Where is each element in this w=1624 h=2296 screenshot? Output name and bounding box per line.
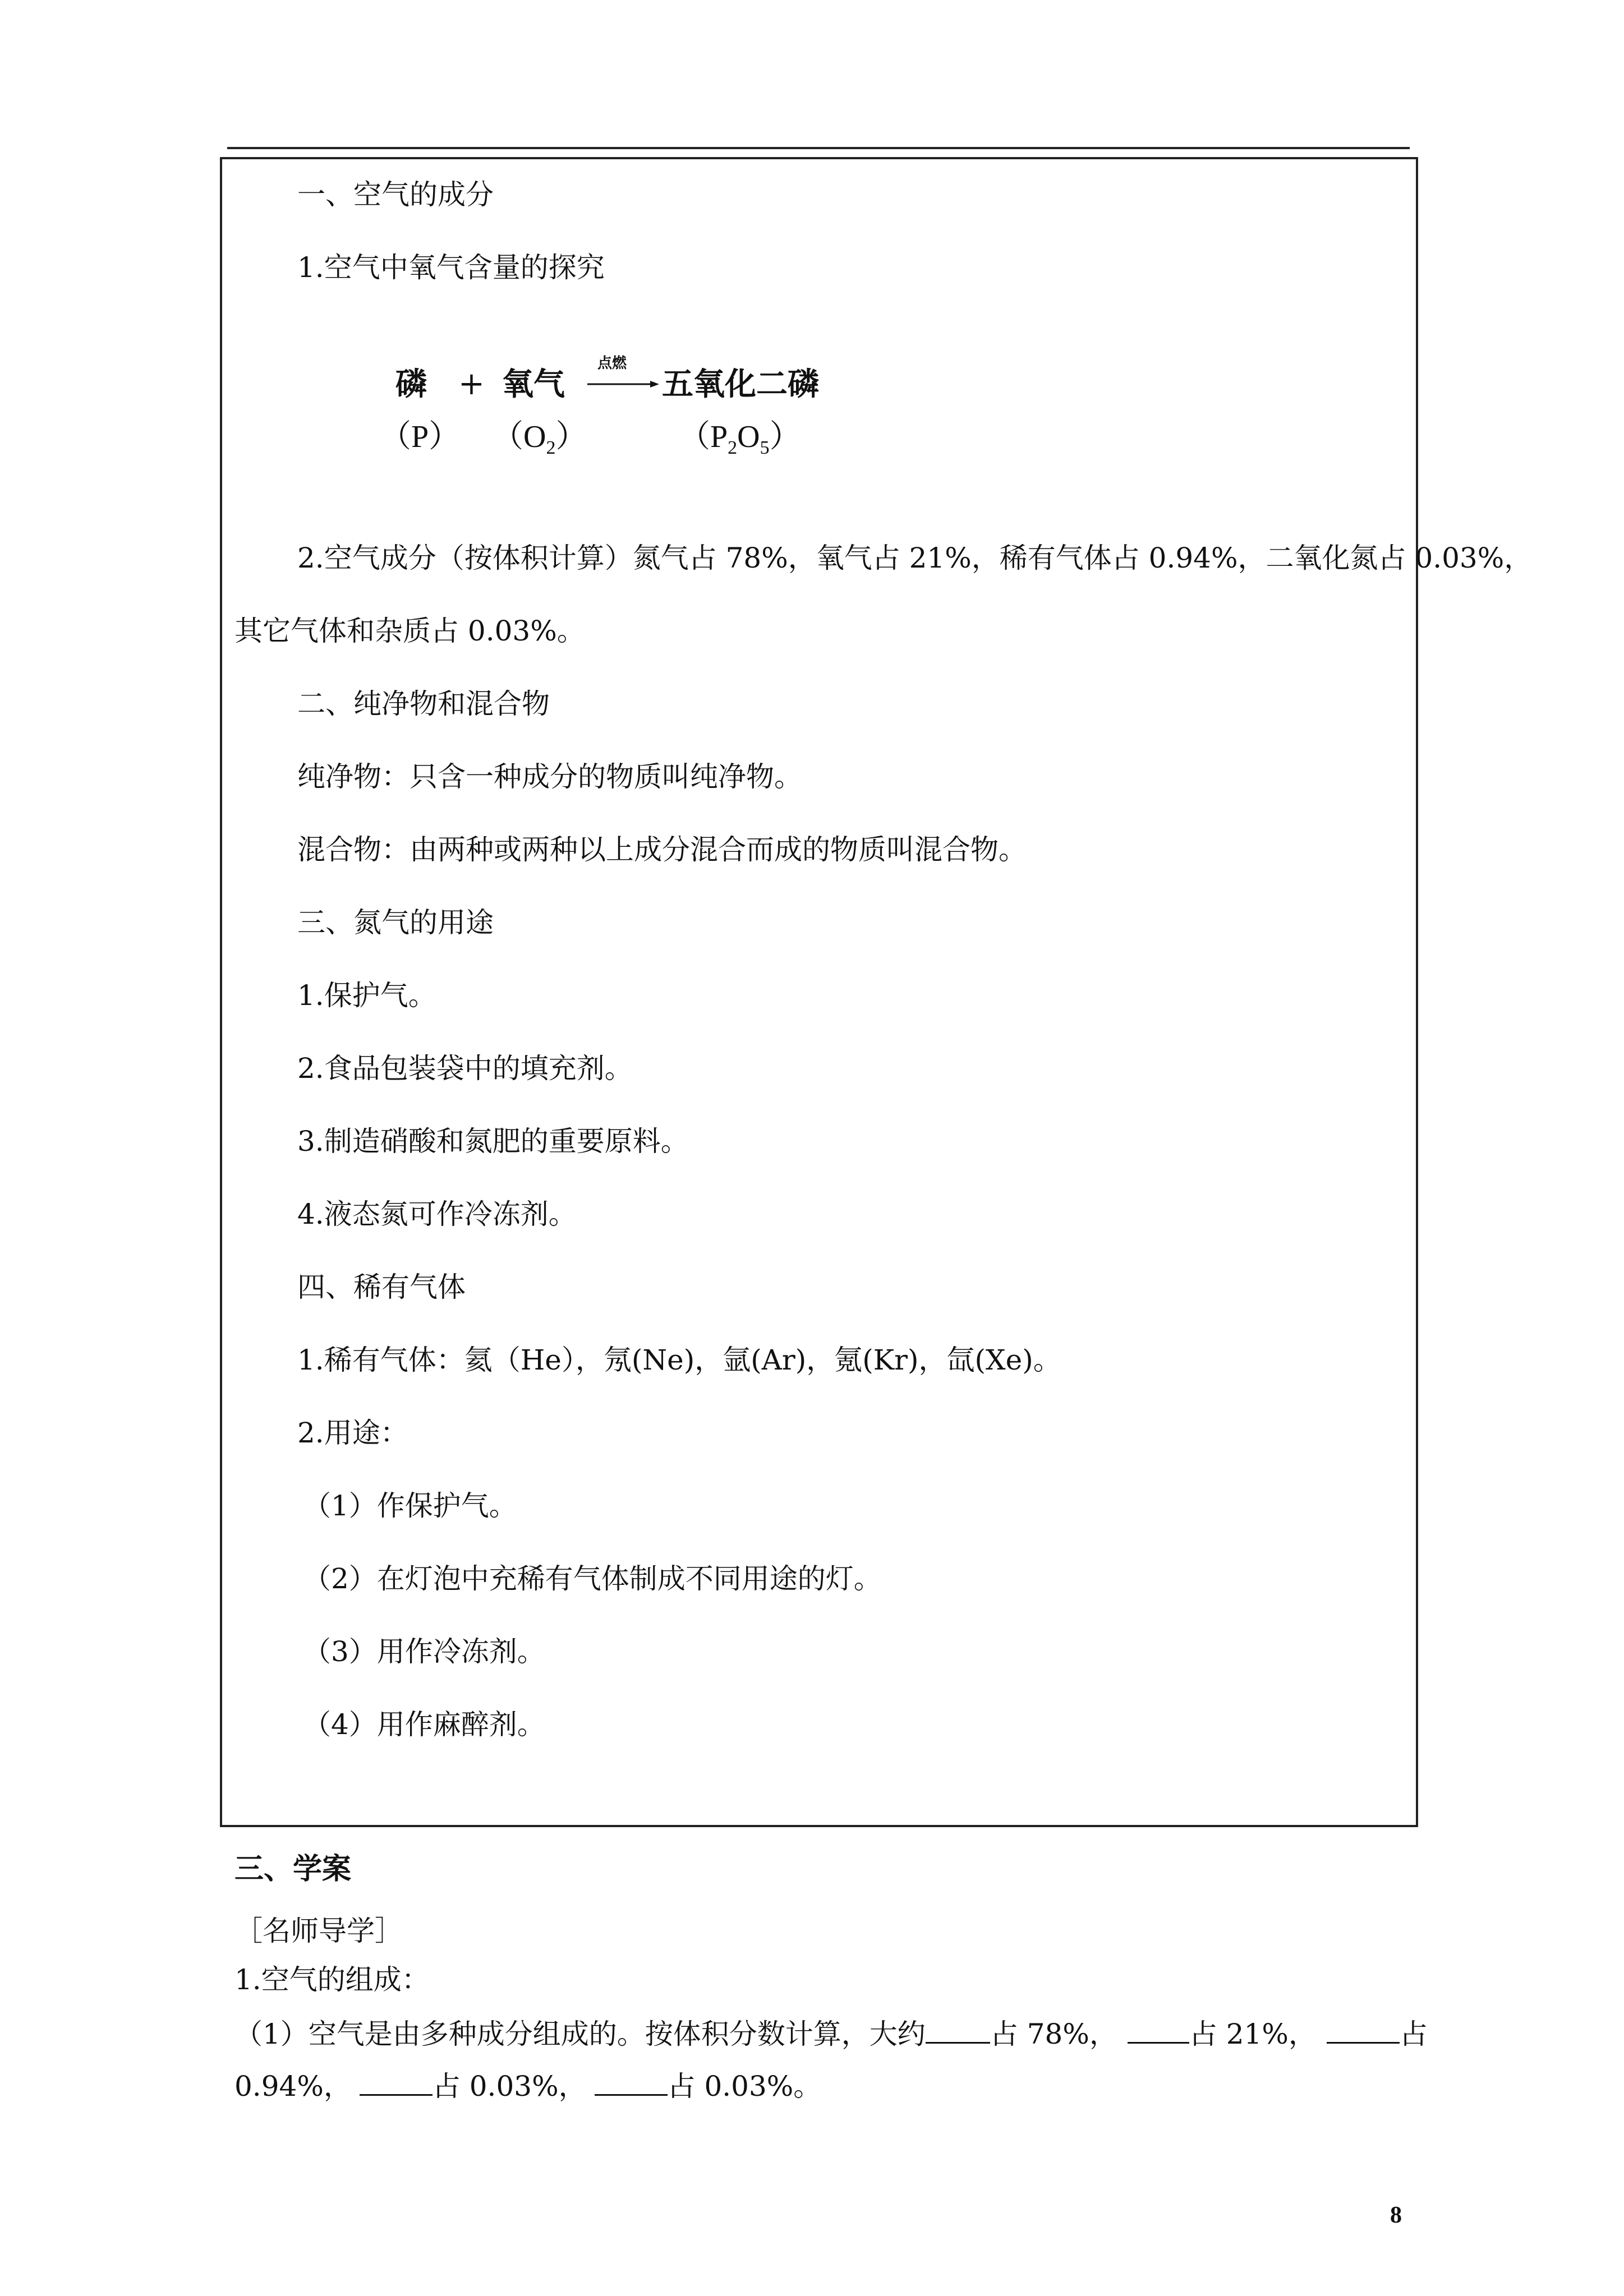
plus-sign: + <box>458 366 485 402</box>
answer-blank[interactable] <box>360 2069 433 2096</box>
heading-pure-mixture: 二、纯净物和混合物 <box>297 688 550 720</box>
reaction-equation <box>380 351 900 463</box>
section-title: 三、学案 <box>234 1852 352 1886</box>
answer-blank[interactable] <box>595 2069 668 2096</box>
list-item: 1.保护气。 <box>297 979 436 1012</box>
reactant-phosphorus: 磷 <box>395 366 427 403</box>
list-item: （1）作保护气。 <box>303 1490 517 1522</box>
list-item: 2.食品包装袋中的填充剂。 <box>297 1052 633 1085</box>
para-air-components-line2: 其它气体和杂质占 0.03%。 <box>234 615 585 647</box>
list-item: （2）在灯泡中充稀有气体制成不同用途的灯。 <box>303 1562 882 1595</box>
para-noble-gas-list: 1.稀有气体：氦（He），氖(Ne)，氩(Ar)，氪(Kr)，氙(Xe)。 <box>297 1344 1061 1376</box>
para-oxygen-experiment: 1.空气中氧气含量的探究 <box>297 251 605 284</box>
question-1-line1: （1）空气是由多种成分组成的。按体积分数计算，大约 占 78%， 占 21%， 占 <box>234 2018 1428 2050</box>
heading-noble-gases: 四、稀有气体 <box>297 1271 466 1303</box>
reactant-oxygen: 氧气 <box>502 366 565 403</box>
reaction-arrow-icon <box>586 379 660 390</box>
para-mixture: 混合物：由两种或两种以上成分混合而成的物质叫混合物。 <box>297 833 1027 866</box>
heading-air-composition: 一、空气的成分 <box>297 178 494 211</box>
product-p2o5: 五氧化二磷 <box>662 366 819 403</box>
formula-p: （P） <box>380 419 461 454</box>
list-item: （4）用作麻醉剂。 <box>303 1708 545 1741</box>
list-item: （3）用作冷冻剂。 <box>303 1635 545 1668</box>
list-item: 4.液态氮可作冷冻剂。 <box>297 1198 577 1230</box>
reaction-condition: 点燃 <box>597 355 627 372</box>
item-air-composition: 1.空气的组成： <box>234 1963 430 1996</box>
para-uses-label: 2.用途： <box>297 1417 408 1449</box>
section-subtitle: ［名师导学］ <box>234 1915 403 1947</box>
heading-nitrogen-uses: 三、氮气的用途 <box>297 906 494 939</box>
answer-blank[interactable] <box>1327 2017 1400 2044</box>
question-1-line2: 0.94%， 占 0.03%， 占 0.03%。 <box>234 2070 822 2103</box>
para-pure-substance: 纯净物：只含一种成分的物质叫纯净物。 <box>297 760 802 793</box>
formula-o2: $(O_2)$ <box>492 419 587 459</box>
formula-p2o5: $(P_2O_5)$ <box>679 419 801 459</box>
answer-blank[interactable] <box>1128 2017 1189 2044</box>
list-item: 3.制造硝酸和氮肥的重要原料。 <box>297 1125 689 1158</box>
page-number: 8 <box>1390 2202 1402 2228</box>
header-rule <box>227 147 1410 149</box>
answer-blank[interactable] <box>926 2017 990 2044</box>
para-air-components-line1: 2.空气成分（按体积计算）氮气占 78%，氧气占 21%，稀有气体占 0.94%，二氧化氮占 0.03%， <box>297 542 1533 574</box>
